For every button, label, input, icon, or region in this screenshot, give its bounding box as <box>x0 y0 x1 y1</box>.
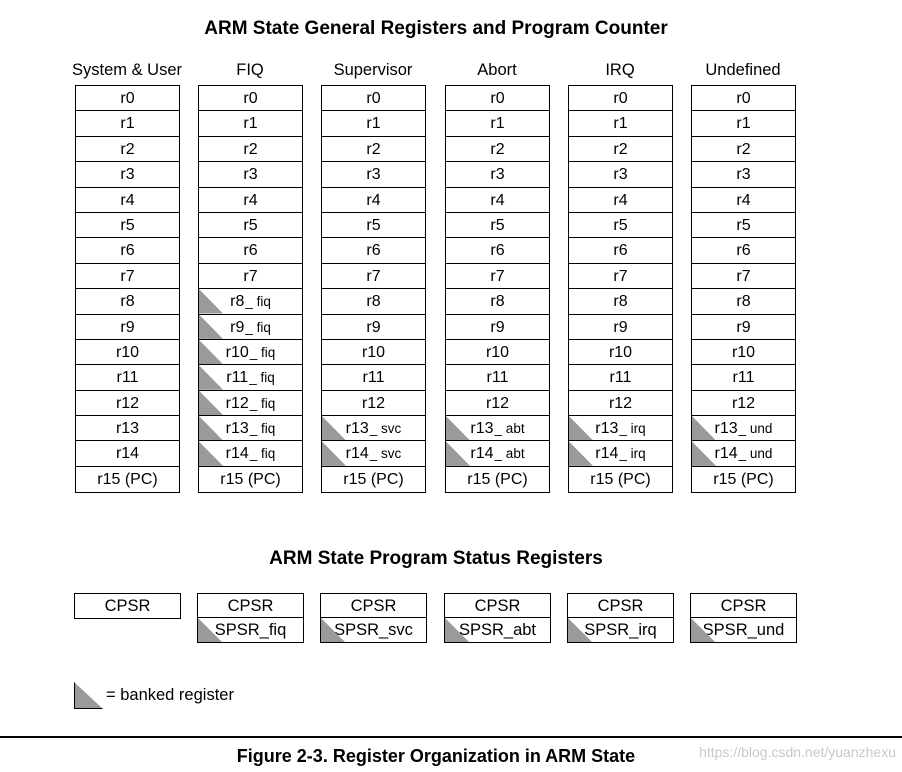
register-name: r15 (PC) <box>97 470 158 488</box>
register-name: r4 <box>366 191 381 209</box>
register-cell <box>76 365 179 390</box>
register-name: r11 <box>116 369 139 387</box>
banked-marker-icon <box>199 416 223 440</box>
register-cell <box>569 467 672 492</box>
register-cell <box>322 340 425 365</box>
register-name: r0 <box>736 90 751 107</box>
register-cell <box>199 238 302 263</box>
register-cell <box>322 289 425 314</box>
status-register-column <box>690 593 797 643</box>
banked-register-cell <box>692 416 795 441</box>
register-name: r1 <box>120 115 135 133</box>
register-name: r11 <box>362 369 385 387</box>
register-name: r1 <box>243 115 258 133</box>
register-suffix: _ irq <box>619 446 646 462</box>
register-cell <box>446 162 549 187</box>
register-cell <box>76 111 179 136</box>
register-name: r10 <box>608 343 633 361</box>
register-name: r15 (PC) <box>343 470 404 488</box>
banked-marker-icon <box>199 391 223 415</box>
register-column <box>445 85 550 493</box>
register-cell <box>692 86 795 111</box>
register-cell <box>76 162 179 187</box>
register-cell <box>76 441 179 466</box>
spsr-cell <box>568 618 673 642</box>
register-name: r14 <box>225 445 249 463</box>
banked-register-cell <box>446 441 549 466</box>
register-name: r10 <box>115 343 140 361</box>
register-suffix: _ fiq <box>249 446 276 462</box>
register-cell <box>569 86 672 111</box>
register-cell <box>322 315 425 340</box>
register-name: r13 <box>115 420 140 438</box>
register-name: r11 <box>226 369 249 387</box>
register-cell <box>692 188 795 213</box>
register-cell <box>76 188 179 213</box>
spsr-cell <box>198 618 303 642</box>
register-cell <box>322 264 425 289</box>
register-name: r7 <box>613 267 628 285</box>
register-name: r3 <box>120 166 135 184</box>
register-name: r5 <box>366 216 381 234</box>
register-cell <box>446 137 549 162</box>
mode-header: System & User <box>71 61 183 79</box>
register-cell <box>76 315 179 340</box>
register-name: r8 <box>366 293 381 311</box>
register-name: r4 <box>120 191 135 209</box>
mode-header: Undefined <box>705 61 781 79</box>
cpsr-cell: CPSR <box>321 594 426 618</box>
register-cell <box>199 213 302 238</box>
register-cell <box>446 289 549 314</box>
register-name: r7 <box>736 267 751 285</box>
register-name: r9 <box>736 318 751 336</box>
banked-marker-icon <box>569 441 593 465</box>
register-cell <box>76 340 179 365</box>
banked-register-cell <box>322 416 425 441</box>
register-cell <box>76 213 179 238</box>
register-cell <box>199 86 302 111</box>
register-suffix: _ fiq <box>245 294 271 310</box>
register-column <box>568 85 673 493</box>
mode-header: Supervisor <box>333 61 413 79</box>
register-name: r4 <box>613 191 628 209</box>
register-name: r2 <box>490 140 505 158</box>
mode-header: FIQ <box>236 61 264 79</box>
register-cell <box>76 264 179 289</box>
status-register-column <box>197 593 304 643</box>
banked-register-cell <box>199 441 302 466</box>
register-name: r12 <box>225 394 249 412</box>
spsr-cell <box>445 618 550 642</box>
register-name: r11 <box>732 369 755 387</box>
register-name: r2 <box>120 140 135 158</box>
banked-register-legend-icon <box>74 682 103 709</box>
register-name: r7 <box>243 267 258 285</box>
register-name: r5 <box>736 216 751 234</box>
register-name: r4 <box>243 191 258 209</box>
spsr-label: SPSR_abt <box>458 621 537 639</box>
register-name: r8 <box>120 293 135 311</box>
banked-marker-icon <box>322 441 346 465</box>
register-name: r2 <box>736 140 751 158</box>
register-cell <box>692 467 795 492</box>
register-name: r9 <box>366 318 381 336</box>
register-cell <box>322 86 425 111</box>
banked-register-cell <box>199 289 302 314</box>
register-name: r3 <box>736 166 751 184</box>
register-name: r6 <box>613 242 628 260</box>
diagram-title: ARM State General Registers and Program Counter <box>204 18 668 39</box>
register-cell <box>569 188 672 213</box>
status-register-column <box>444 593 551 643</box>
banked-marker-icon <box>199 315 223 339</box>
register-name: r9 <box>613 318 628 336</box>
spsr-label: SPSR_fiq <box>214 621 287 639</box>
register-cell <box>692 111 795 136</box>
register-cell <box>76 86 179 111</box>
banked-register-cell <box>446 416 549 441</box>
register-name: r7 <box>490 267 505 285</box>
register-cell <box>692 238 795 263</box>
register-name: r14 <box>345 445 369 463</box>
register-name: r11 <box>486 369 509 387</box>
register-name: r6 <box>366 242 381 260</box>
banked-marker-icon <box>446 441 470 465</box>
register-column <box>75 85 180 493</box>
register-name: r0 <box>366 90 381 107</box>
register-cell <box>446 315 549 340</box>
register-name: r6 <box>490 242 505 260</box>
register-name: r13 <box>714 420 738 438</box>
register-name: r3 <box>366 166 381 184</box>
register-name: r1 <box>613 115 628 133</box>
register-name: r10 <box>485 343 510 361</box>
caption-divider <box>0 736 902 738</box>
register-cell <box>569 264 672 289</box>
register-suffix: _ svc <box>369 446 402 462</box>
register-cell <box>322 111 425 136</box>
register-name: r0 <box>490 90 505 107</box>
register-name: r5 <box>613 216 628 234</box>
banked-marker-icon <box>692 441 716 465</box>
register-cell <box>76 467 179 492</box>
register-name: r3 <box>490 166 505 184</box>
register-cell <box>199 467 302 492</box>
banked-marker-icon <box>199 441 223 465</box>
register-cell <box>569 289 672 314</box>
register-name: r13 <box>225 420 249 438</box>
banked-register-cell <box>692 441 795 466</box>
register-suffix: _ abt <box>494 446 525 462</box>
register-name: r13 <box>470 420 494 438</box>
register-cell <box>692 391 795 416</box>
register-cell <box>76 137 179 162</box>
register-cell <box>569 365 672 390</box>
register-name: r2 <box>366 140 381 158</box>
spsr-cell <box>691 618 796 642</box>
register-cell <box>322 213 425 238</box>
register-cell <box>692 340 795 365</box>
figure-caption: Figure 2-3. Register Organization in ARM State <box>236 746 636 766</box>
register-name: r8 <box>613 293 628 311</box>
cpsr-cell: CPSR <box>198 594 303 618</box>
register-cell <box>569 340 672 365</box>
cpsr-cell: CPSR <box>691 594 796 618</box>
register-cell <box>569 162 672 187</box>
spsr-label: SPSR_irq <box>584 621 657 639</box>
register-cell <box>76 416 179 441</box>
banked-register-cell <box>199 391 302 416</box>
register-suffix: _ fiq <box>245 319 271 335</box>
register-cell <box>199 137 302 162</box>
register-suffix: _ svc <box>369 421 402 437</box>
register-name: r0 <box>120 90 135 107</box>
register-column <box>691 85 796 493</box>
register-cell <box>322 365 425 390</box>
banked-register-cell <box>569 416 672 441</box>
register-column <box>198 85 303 493</box>
register-name: r15 (PC) <box>590 470 651 488</box>
register-suffix: _ und <box>738 446 773 462</box>
register-cell <box>692 213 795 238</box>
register-name: r0 <box>243 90 258 107</box>
register-name: r14 <box>595 445 619 463</box>
register-cell <box>446 213 549 238</box>
register-cell <box>569 137 672 162</box>
register-name: r12 <box>361 394 386 412</box>
banked-marker-icon <box>569 416 593 440</box>
register-name: r12 <box>485 394 510 412</box>
register-name: r15 (PC) <box>713 470 774 488</box>
register-cell <box>199 188 302 213</box>
status-registers-title: ARM State Program Status Registers <box>269 548 603 569</box>
register-name: r3 <box>243 166 258 184</box>
register-cell <box>322 467 425 492</box>
register-name: r2 <box>243 140 258 158</box>
register-name: r5 <box>243 216 258 234</box>
register-name: r6 <box>736 242 751 260</box>
watermark: https://blog.csdn.net/yuanzhexu <box>699 744 896 760</box>
register-column <box>321 85 426 493</box>
register-name: r11 <box>609 369 632 387</box>
register-name: r15 (PC) <box>467 470 528 488</box>
spsr-label: SPSR_und <box>702 621 785 639</box>
mode-header: Abort <box>477 61 517 79</box>
register-name: r12 <box>608 394 633 412</box>
register-name: r6 <box>243 242 258 260</box>
register-cell <box>199 264 302 289</box>
register-name: r1 <box>736 115 751 133</box>
register-cell <box>692 264 795 289</box>
banked-register-cell <box>199 416 302 441</box>
register-cell <box>446 365 549 390</box>
register-name: r5 <box>490 216 505 234</box>
register-name: r9 <box>120 318 135 336</box>
register-name: r9 <box>230 318 245 336</box>
register-cell <box>446 238 549 263</box>
register-cell <box>569 391 672 416</box>
register-name: r4 <box>490 191 505 209</box>
register-name: r14 <box>714 445 738 463</box>
banked-register-cell <box>569 441 672 466</box>
banked-register-cell <box>322 441 425 466</box>
register-cell <box>446 264 549 289</box>
register-cell <box>569 213 672 238</box>
register-name: r7 <box>366 267 381 285</box>
banked-marker-icon <box>199 365 223 389</box>
register-cell <box>322 391 425 416</box>
register-name: r8 <box>230 293 245 311</box>
register-cell <box>569 238 672 263</box>
register-suffix: _ abt <box>494 421 525 437</box>
cpsr-cell: CPSR <box>445 594 550 618</box>
cpsr-cell: CPSR <box>104 597 151 615</box>
register-cell <box>446 467 549 492</box>
banked-marker-icon <box>692 416 716 440</box>
register-cell <box>692 289 795 314</box>
register-name: r12 <box>115 394 140 412</box>
register-name: r1 <box>490 115 505 133</box>
register-name: r4 <box>736 191 751 209</box>
register-cell <box>76 391 179 416</box>
register-cell <box>446 340 549 365</box>
register-cell <box>76 289 179 314</box>
register-cell <box>322 137 425 162</box>
register-cell <box>322 162 425 187</box>
register-name: r9 <box>490 318 505 336</box>
register-name: r10 <box>225 343 249 361</box>
banked-register-cell <box>199 315 302 340</box>
register-name: r13 <box>595 420 619 438</box>
register-name: r5 <box>120 216 135 234</box>
status-register-column <box>320 593 427 643</box>
register-suffix: _ fiq <box>249 370 275 386</box>
banked-marker-icon <box>322 416 346 440</box>
register-cell <box>446 111 549 136</box>
register-cell <box>76 238 179 263</box>
register-cell <box>569 111 672 136</box>
register-cell <box>446 188 549 213</box>
status-register-column <box>567 593 674 643</box>
register-name: r7 <box>120 267 135 285</box>
register-name: r12 <box>731 394 756 412</box>
register-cell <box>199 111 302 136</box>
register-name: r6 <box>120 242 135 260</box>
register-cell <box>692 162 795 187</box>
mode-header: IRQ <box>605 61 635 79</box>
banked-marker-icon <box>446 416 470 440</box>
banked-marker-icon <box>199 340 223 364</box>
register-suffix: _ fiq <box>249 344 276 360</box>
register-name: r2 <box>613 140 628 158</box>
banked-register-cell <box>199 340 302 365</box>
spsr-label: SPSR_svc <box>334 621 413 639</box>
legend-text: = banked register <box>106 686 234 704</box>
spsr-cell <box>321 618 426 642</box>
register-name: r8 <box>736 293 751 311</box>
register-cell <box>692 315 795 340</box>
banked-register-cell <box>199 365 302 390</box>
register-name: r8 <box>490 293 505 311</box>
register-cell <box>692 365 795 390</box>
register-cell <box>692 137 795 162</box>
register-cell <box>446 391 549 416</box>
register-suffix: _ irq <box>619 421 646 437</box>
register-name: r0 <box>613 90 628 107</box>
register-cell <box>569 315 672 340</box>
register-name: r14 <box>115 445 140 463</box>
register-name: r10 <box>361 343 386 361</box>
banked-marker-icon <box>199 289 223 313</box>
register-name: r14 <box>470 445 494 463</box>
register-name: r13 <box>345 420 369 438</box>
status-register-column <box>74 593 181 619</box>
register-cell <box>322 238 425 263</box>
register-suffix: _ fiq <box>249 421 276 437</box>
register-name: r15 (PC) <box>220 470 281 488</box>
register-cell <box>199 162 302 187</box>
register-name: r1 <box>366 115 381 133</box>
register-cell <box>322 188 425 213</box>
cpsr-cell: CPSR <box>568 594 673 618</box>
register-suffix: _ und <box>738 421 773 437</box>
register-suffix: _ fiq <box>249 395 276 411</box>
register-name: r3 <box>613 166 628 184</box>
register-cell <box>446 86 549 111</box>
register-name: r10 <box>731 343 756 361</box>
